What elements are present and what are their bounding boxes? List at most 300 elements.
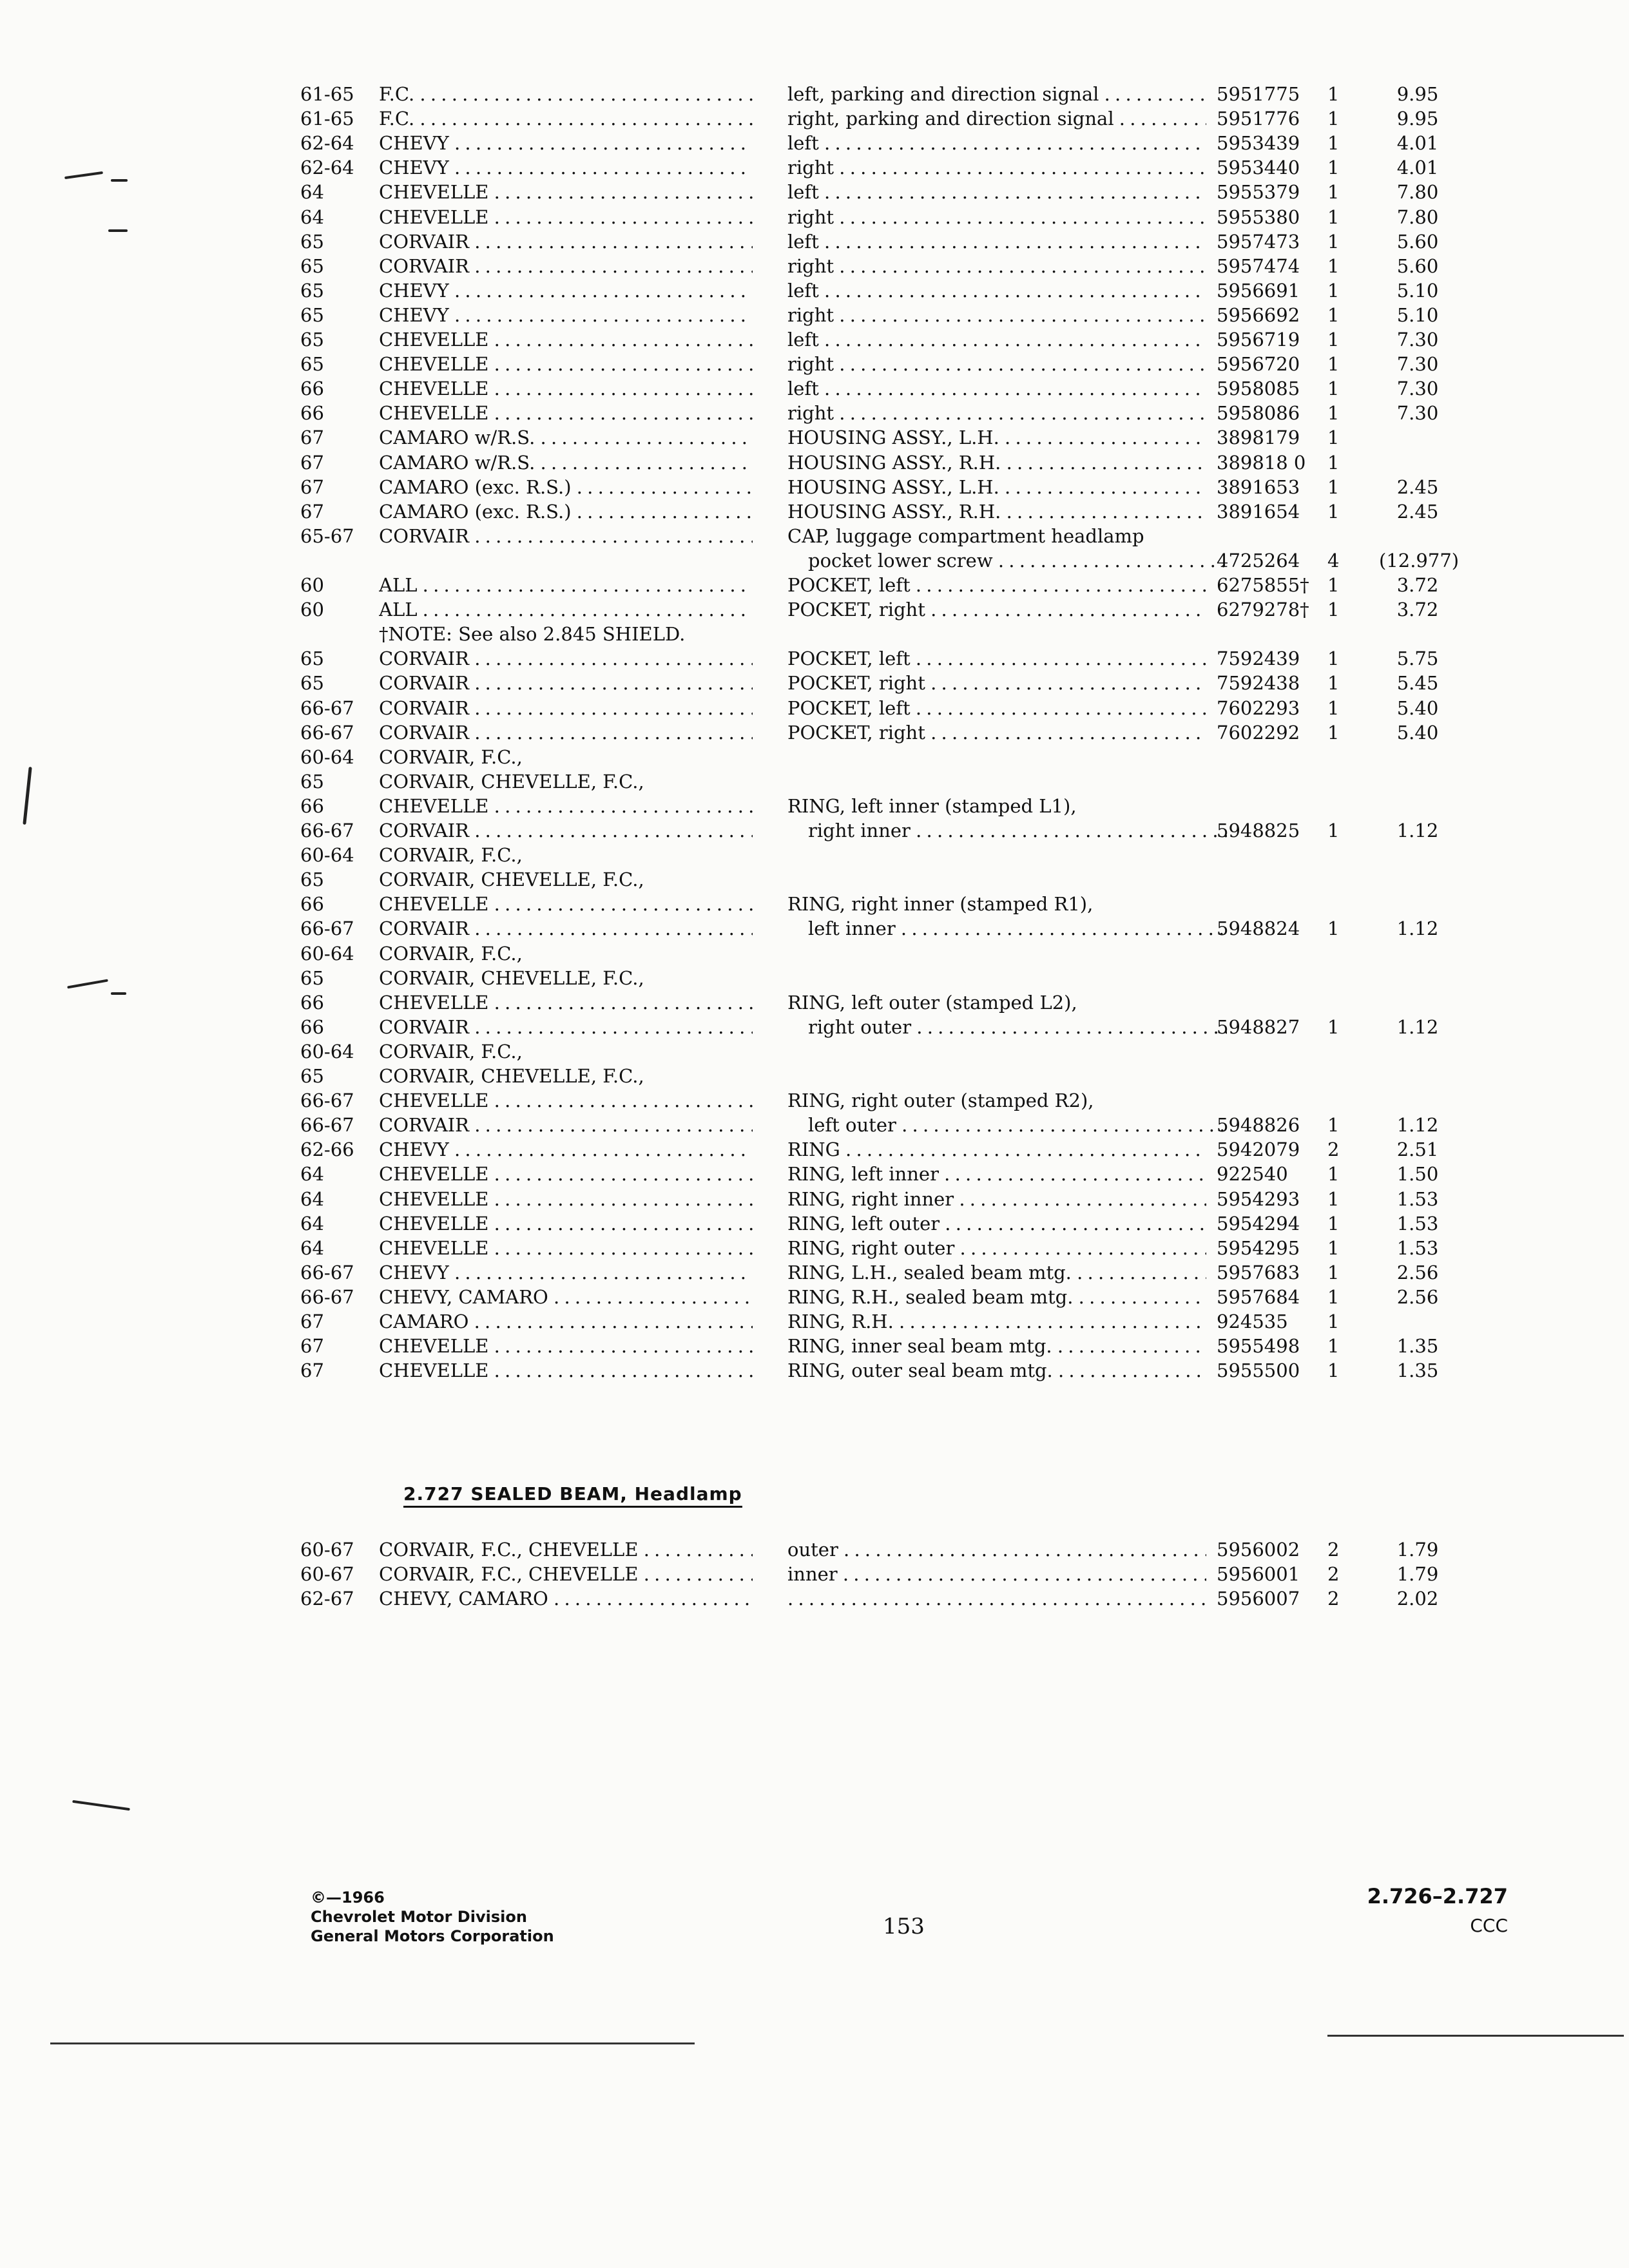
part-number-cell: 922540 [1217, 1163, 1288, 1186]
model-cell: CORVAIR . . . [379, 254, 753, 278]
parts-row [0, 1285, 1629, 1309]
model-cell: CHEVELLE . . . [379, 352, 753, 376]
description-cell: right, parking and direction signal . . . [787, 106, 1206, 131]
parts-row [0, 1334, 1629, 1358]
description-cell: right . . . [787, 254, 1206, 278]
part-number-cell: 5954295 [1217, 1236, 1300, 1259]
model-cell: F.C. . . . [379, 106, 753, 131]
model-cell: CHEVELLE . . . [379, 205, 753, 229]
section-range: 2.726–2.727 [1367, 1884, 1508, 1908]
parts-row [0, 1064, 1629, 1088]
part-number-cell: 3891654 [1217, 500, 1300, 523]
description-cell: inner . . . [787, 1562, 1206, 1586]
price-cell: 7.30 [1396, 402, 1439, 425]
year-cell: 66 [300, 991, 324, 1014]
part-number-cell: 7592438 [1217, 672, 1300, 695]
year-cell: 60-64 [300, 844, 354, 867]
parts-row [0, 794, 1629, 818]
quantity-cell: 1 [1327, 451, 1340, 474]
model-cell: CORVAIR, CHEVELLE, F.C., [379, 770, 644, 793]
price-cell: 5.60 [1396, 230, 1439, 253]
year-cell: 65 [300, 672, 324, 695]
part-number-cell: 3898179 [1217, 427, 1300, 449]
price-cell: 9.95 [1396, 108, 1439, 130]
parts-row [0, 499, 1629, 524]
quantity-cell: 2 [1327, 1539, 1340, 1561]
description-cell: left . . . [787, 327, 1206, 352]
model-cell: CHEVELLE . . . [379, 1187, 753, 1211]
year-cell: 65 [300, 230, 324, 253]
price-cell: 1.12 [1396, 1114, 1439, 1137]
model-cell: CAMARO . . . [379, 1309, 753, 1334]
page-number: 153 [883, 1914, 925, 1939]
footer-section [1340, 1881, 1508, 1941]
year-cell: 67 [300, 427, 324, 449]
price-cell: 1.12 [1396, 1015, 1439, 1038]
bottom-rule-right [1327, 2035, 1624, 2037]
section-heading: 2.727 SEALED BEAM, Headlamp [403, 1483, 742, 1508]
year-cell: 66-67 [300, 820, 354, 841]
part-number-cell: 3891653 [1217, 476, 1300, 498]
description-cell: left . . . [787, 278, 1206, 303]
part-number-cell: 7602293 [1217, 697, 1300, 719]
model-cell: CORVAIR . . . [379, 671, 753, 695]
model-cell: CHEVY . . . [379, 131, 753, 155]
description-cell: RING, right outer . . . [787, 1236, 1206, 1260]
model-cell: CORVAIR . . . [379, 1015, 753, 1039]
model-cell: ALL . . . [379, 573, 753, 597]
year-cell: 66-67 [300, 1090, 354, 1112]
price-cell: 1.53 [1396, 1236, 1439, 1259]
year-cell: 66 [300, 378, 324, 400]
description-cell: right outer . . . [787, 1015, 1227, 1039]
part-number-cell: 5955500 [1217, 1360, 1300, 1382]
description-cell: outer . . . [787, 1537, 1206, 1562]
price-cell: 2.45 [1396, 476, 1439, 498]
quantity-cell: 1 [1327, 108, 1340, 130]
price-cell: 1.35 [1396, 1335, 1439, 1358]
price-cell: 5.10 [1396, 303, 1439, 326]
parts-row [0, 1309, 1629, 1334]
year-cell: 66 [300, 402, 324, 425]
quantity-cell: 1 [1327, 1311, 1340, 1332]
year-cell: 61-65 [300, 83, 354, 105]
part-number-cell: 5958086 [1217, 402, 1300, 425]
bottom-rule-left [50, 2042, 695, 2044]
year-cell: 64 [300, 206, 324, 228]
parts-row [0, 548, 1629, 573]
quantity-cell: 2 [1327, 1563, 1340, 1585]
part-number-cell: 5954293 [1217, 1187, 1300, 1210]
parts-row [0, 1562, 1629, 1586]
description-cell: RING, R.H. . . . [787, 1309, 1206, 1334]
quantity-cell: 1 [1327, 1335, 1340, 1358]
quantity-cell: 1 [1327, 500, 1340, 523]
parts-row [0, 1358, 1629, 1383]
scan-mark [72, 1800, 130, 1811]
year-cell: 65 [300, 279, 324, 302]
part-number-cell: 389818 0 [1217, 451, 1306, 474]
description-cell: pocket lower screw . . . [787, 548, 1227, 573]
model-cell: CHEVELLE . . . [379, 401, 753, 425]
quantity-cell: 1 [1327, 1212, 1340, 1235]
description-cell: right . . . [787, 205, 1206, 229]
parts-row [0, 1187, 1629, 1211]
year-cell: 66-67 [300, 1114, 354, 1137]
price-cell: 2.02 [1396, 1588, 1439, 1610]
price-cell: 4.01 [1396, 132, 1439, 155]
quantity-cell: 1 [1327, 1114, 1340, 1137]
model-cell: CHEVELLE . . . [379, 892, 753, 916]
description-cell: CAP, luggage compartment headlamp [787, 524, 1144, 547]
year-cell: 64 [300, 1187, 324, 1210]
model-cell: CHEVELLE . . . [379, 376, 753, 401]
part-number-cell: 7592439 [1217, 648, 1300, 670]
parts-row [0, 1586, 1629, 1611]
year-cell: 66-67 [300, 721, 354, 744]
parts-row [0, 1015, 1629, 1039]
year-cell: 67 [300, 476, 324, 498]
part-number-cell: 5956007 [1217, 1588, 1300, 1610]
price-cell: 1.79 [1396, 1563, 1439, 1585]
description-cell: right . . . [787, 155, 1206, 180]
model-cell: CORVAIR . . . [379, 696, 753, 720]
parts-row [0, 597, 1629, 622]
description-cell: RING, left inner . . . [787, 1162, 1206, 1186]
year-cell: 65 [300, 329, 324, 351]
corporation-line: General Motors Corporation [311, 1927, 554, 1945]
model-cell: CHEVELLE . . . [379, 990, 753, 1015]
year-cell: 62-66 [300, 1139, 354, 1161]
parts-row [0, 229, 1629, 254]
model-cell: CORVAIR, F.C., CHEVELLE . . . [379, 1562, 753, 1586]
year-cell: 64 [300, 1163, 324, 1186]
parts-row [0, 205, 1629, 229]
model-cell: †NOTE: See also 2.845 SHIELD. [379, 623, 686, 646]
part-number-cell: 5958085 [1217, 378, 1300, 400]
year-cell: 60 [300, 599, 324, 621]
year-cell: 60 [300, 574, 324, 596]
year-cell: 67 [300, 1360, 324, 1382]
year-cell: 61-65 [300, 108, 354, 130]
parts-row [0, 327, 1629, 352]
part-number-cell: 5955379 [1217, 181, 1300, 204]
quantity-cell: 1 [1327, 697, 1340, 719]
model-cell: CHEVY, CAMARO . . . [379, 1586, 753, 1611]
parts-row [0, 769, 1629, 794]
price-cell: 7.80 [1396, 206, 1439, 228]
part-number-cell: 5956692 [1217, 303, 1300, 326]
model-cell: CORVAIR, CHEVELLE, F.C., [379, 869, 644, 891]
part-number-cell: 5957474 [1217, 255, 1300, 277]
quantity-cell: 1 [1327, 672, 1340, 695]
parts-row [0, 720, 1629, 745]
quantity-cell: 1 [1327, 230, 1340, 253]
year-cell: 64 [300, 181, 324, 204]
year-cell: 65 [300, 255, 324, 277]
description-cell: HOUSING ASSY., L.H. . . . [787, 475, 1206, 499]
model-cell: CORVAIR, F.C., [379, 745, 523, 768]
description-cell: RING, R.H., sealed beam mtg. . . . [787, 1285, 1206, 1309]
description-cell: HOUSING ASSY., R.H. . . . [787, 450, 1206, 475]
price-cell: 2.51 [1396, 1139, 1439, 1161]
year-cell: 65 [300, 303, 324, 326]
description-cell: HOUSING ASSY., R.H. . . . [787, 499, 1206, 524]
year-cell: 65 [300, 770, 324, 793]
part-number-cell: 4725264 [1217, 549, 1300, 572]
description-cell: POCKET, left . . . [787, 573, 1206, 597]
quantity-cell: 1 [1327, 1163, 1340, 1186]
model-cell: CORVAIR . . . [379, 720, 753, 745]
parts-row [0, 941, 1629, 966]
year-cell: 64 [300, 1236, 324, 1259]
description-cell: RING, left outer . . . [787, 1211, 1206, 1236]
description-cell [787, 1586, 1206, 1611]
parts-row [0, 278, 1629, 303]
description-cell: left inner . . . [787, 916, 1227, 941]
price-cell: 1.53 [1396, 1187, 1439, 1210]
parts-row [0, 401, 1629, 425]
quantity-cell: 1 [1327, 132, 1340, 155]
model-cell: CORVAIR, F.C., [379, 1040, 523, 1062]
year-cell: 65 [300, 648, 324, 670]
price-cell: 2.56 [1396, 1285, 1439, 1308]
scan-mark [108, 229, 128, 232]
description-cell: RING . . . [787, 1137, 1206, 1162]
parts-row [0, 475, 1629, 499]
parts-row [0, 671, 1629, 695]
parts-row [0, 892, 1629, 916]
catalog-code: CCC [1470, 1915, 1508, 1936]
part-number-cell: 5951775 [1217, 83, 1300, 105]
model-cell: CAMARO (exc. R.S.) . . . [379, 499, 753, 524]
parts-row [0, 622, 1629, 646]
part-number-cell: 5948825 [1217, 820, 1300, 841]
year-cell: 66 [300, 794, 324, 817]
model-cell: CHEVY . . . [379, 1260, 753, 1285]
division-line: Chevrolet Motor Division [311, 1908, 527, 1926]
part-number-cell: 5953440 [1217, 157, 1300, 179]
part-number-cell: 5956001 [1217, 1563, 1300, 1585]
parts-row [0, 155, 1629, 180]
price-cell: 9.95 [1396, 83, 1439, 105]
description-cell: POCKET, left . . . [787, 696, 1206, 720]
model-cell: CHEVELLE . . . [379, 794, 753, 818]
quantity-cell: 4 [1327, 549, 1340, 572]
model-cell: CORVAIR, F.C., CHEVELLE . . . [379, 1537, 753, 1562]
price-cell: 5.45 [1396, 672, 1439, 695]
quantity-cell: 1 [1327, 329, 1340, 351]
parts-row [0, 180, 1629, 204]
part-number-cell: 6275855† [1217, 574, 1309, 596]
model-cell: CHEVELLE . . . [379, 1334, 753, 1358]
model-cell: CHEVY . . . [379, 1137, 753, 1162]
part-number-cell: 5955498 [1217, 1335, 1300, 1358]
quantity-cell: 1 [1327, 303, 1340, 326]
parts-row [0, 82, 1629, 106]
part-number-cell: 5957473 [1217, 230, 1300, 253]
parts-row [0, 131, 1629, 155]
price-cell: 3.72 [1396, 599, 1439, 621]
year-cell: 65 [300, 869, 324, 891]
part-number-cell: 5957683 [1217, 1261, 1300, 1283]
year-cell: 62-64 [300, 157, 354, 179]
parts-row [0, 524, 1629, 548]
parts-row [0, 450, 1629, 475]
price-cell: 2.45 [1396, 500, 1439, 523]
price-cell: 5.60 [1396, 255, 1439, 277]
quantity-cell: 1 [1327, 378, 1340, 400]
quantity-cell: 1 [1327, 1285, 1340, 1308]
parts-row [0, 916, 1629, 941]
parts-row [0, 303, 1629, 327]
year-cell: 64 [300, 1212, 324, 1235]
parts-row [0, 376, 1629, 401]
year-cell: 66 [300, 1015, 324, 1038]
model-cell: CORVAIR . . . [379, 818, 753, 843]
description-cell: left outer . . . [787, 1113, 1227, 1137]
description-cell: right . . . [787, 303, 1206, 327]
model-cell: CHEVELLE . . . [379, 1088, 753, 1113]
model-cell: CHEVELLE . . . [379, 327, 753, 352]
copyright-line: ©—1966 [311, 1888, 385, 1907]
parts-row [0, 990, 1629, 1015]
price-cell: 5.75 [1396, 648, 1439, 670]
description-cell: right . . . [787, 352, 1206, 376]
quantity-cell: 2 [1327, 1588, 1340, 1610]
parts-row [0, 1260, 1629, 1285]
price-cell: 1.79 [1396, 1539, 1439, 1561]
quantity-cell: 1 [1327, 206, 1340, 228]
model-cell: CORVAIR, CHEVELLE, F.C., [379, 1065, 644, 1087]
parts-row [0, 1236, 1629, 1260]
price-cell: 1.12 [1396, 918, 1439, 940]
parts-row [0, 1211, 1629, 1236]
description-cell: left . . . [787, 180, 1206, 204]
parts-row [0, 573, 1629, 597]
year-cell: 67 [300, 1311, 324, 1332]
price-cell: 7.30 [1396, 378, 1439, 400]
description-cell: RING, outer seal beam mtg. . . . [787, 1358, 1206, 1383]
quantity-cell: 1 [1327, 402, 1340, 425]
quantity-cell: 1 [1327, 255, 1340, 277]
part-number-cell: 6279278† [1217, 599, 1309, 621]
quantity-cell: 1 [1327, 157, 1340, 179]
model-cell: CHEVY . . . [379, 303, 753, 327]
price-cell: 3.72 [1396, 574, 1439, 596]
model-cell: CORVAIR . . . [379, 646, 753, 671]
parts-row [0, 646, 1629, 671]
year-cell: 62-64 [300, 132, 354, 155]
description-cell: right inner . . . [787, 818, 1227, 843]
year-cell: 62-67 [300, 1588, 354, 1610]
quantity-cell: 1 [1327, 820, 1340, 841]
description-cell: RING, right inner (stamped R1), [787, 893, 1094, 916]
price-cell: 1.53 [1396, 1212, 1439, 1235]
year-cell: 66 [300, 893, 324, 916]
quantity-cell: 1 [1327, 279, 1340, 302]
model-cell: CORVAIR, F.C., [379, 844, 523, 867]
price-cell: 7.30 [1396, 329, 1439, 351]
parts-row [0, 696, 1629, 720]
parts-row [0, 843, 1629, 867]
price-cell: 1.35 [1396, 1360, 1439, 1382]
price-cell: 5.40 [1396, 697, 1439, 719]
model-cell: CORVAIR . . . [379, 524, 753, 548]
year-cell: 60-64 [300, 745, 354, 768]
price-cell: 1.50 [1396, 1163, 1439, 1186]
year-cell: 60-64 [300, 942, 354, 965]
description-cell: right . . . [787, 401, 1206, 425]
quantity-cell: 1 [1327, 1360, 1340, 1382]
description-cell: left . . . [787, 229, 1206, 254]
parts-row [0, 425, 1629, 450]
quantity-cell: 1 [1327, 181, 1340, 204]
part-number-cell: 5956720 [1217, 353, 1300, 376]
price-cell: 4.01 [1396, 157, 1439, 179]
part-number-cell: 5951776 [1217, 108, 1300, 130]
model-cell: CAMARO w/R.S. . . . [379, 425, 753, 450]
parts-row [0, 352, 1629, 376]
year-cell: 66-67 [300, 918, 354, 940]
price-cell: 7.30 [1396, 353, 1439, 376]
parts-row [0, 106, 1629, 131]
model-cell: CORVAIR, F.C., [379, 942, 523, 965]
quantity-cell: 1 [1327, 83, 1340, 105]
description-cell: left . . . [787, 131, 1206, 155]
year-cell: 66-67 [300, 1285, 354, 1308]
part-number-cell: 5957684 [1217, 1285, 1300, 1308]
model-cell: CHEVELLE . . . [379, 1211, 753, 1236]
quantity-cell: 1 [1327, 574, 1340, 596]
year-cell: 60-67 [300, 1539, 354, 1561]
parts-row [0, 1162, 1629, 1186]
parts-row [0, 1537, 1629, 1562]
year-cell: 66-67 [300, 1261, 354, 1283]
price-cell: 5.10 [1396, 279, 1439, 302]
year-cell: 65 [300, 966, 324, 989]
year-cell: 65 [300, 1065, 324, 1087]
model-cell: CHEVELLE . . . [379, 1162, 753, 1186]
quantity-cell: 1 [1327, 648, 1340, 670]
price-cell: (12.977) [1379, 549, 1460, 572]
model-cell: CORVAIR . . . [379, 916, 753, 941]
year-cell: 65-67 [300, 524, 354, 547]
part-number-cell: 5955380 [1217, 206, 1300, 228]
description-cell: left . . . [787, 376, 1206, 401]
description-cell: RING, L.H., sealed beam mtg. . . . [787, 1260, 1206, 1285]
year-cell: 67 [300, 1335, 324, 1358]
parts-row [0, 966, 1629, 990]
price-cell: 7.80 [1396, 181, 1439, 204]
part-number-cell: 5953439 [1217, 132, 1300, 155]
part-number-cell: 5956002 [1217, 1539, 1300, 1561]
parts-row [0, 1113, 1629, 1137]
model-cell: CHEVY . . . [379, 278, 753, 303]
scan-mark [111, 179, 128, 182]
quantity-cell: 1 [1327, 721, 1340, 744]
model-cell: CHEVY, CAMARO . . . [379, 1285, 753, 1309]
description-cell: RING, left outer (stamped L2), [787, 991, 1077, 1014]
quantity-cell: 1 [1327, 1187, 1340, 1210]
part-number-cell: 7602292 [1217, 721, 1300, 744]
price-cell: 1.12 [1396, 820, 1439, 841]
year-cell: 67 [300, 500, 324, 523]
description-cell: RING, right outer (stamped R2), [787, 1090, 1094, 1112]
model-cell: CHEVELLE . . . [379, 180, 753, 204]
model-cell: F.C. . . . [379, 82, 753, 106]
quantity-cell: 1 [1327, 427, 1340, 449]
